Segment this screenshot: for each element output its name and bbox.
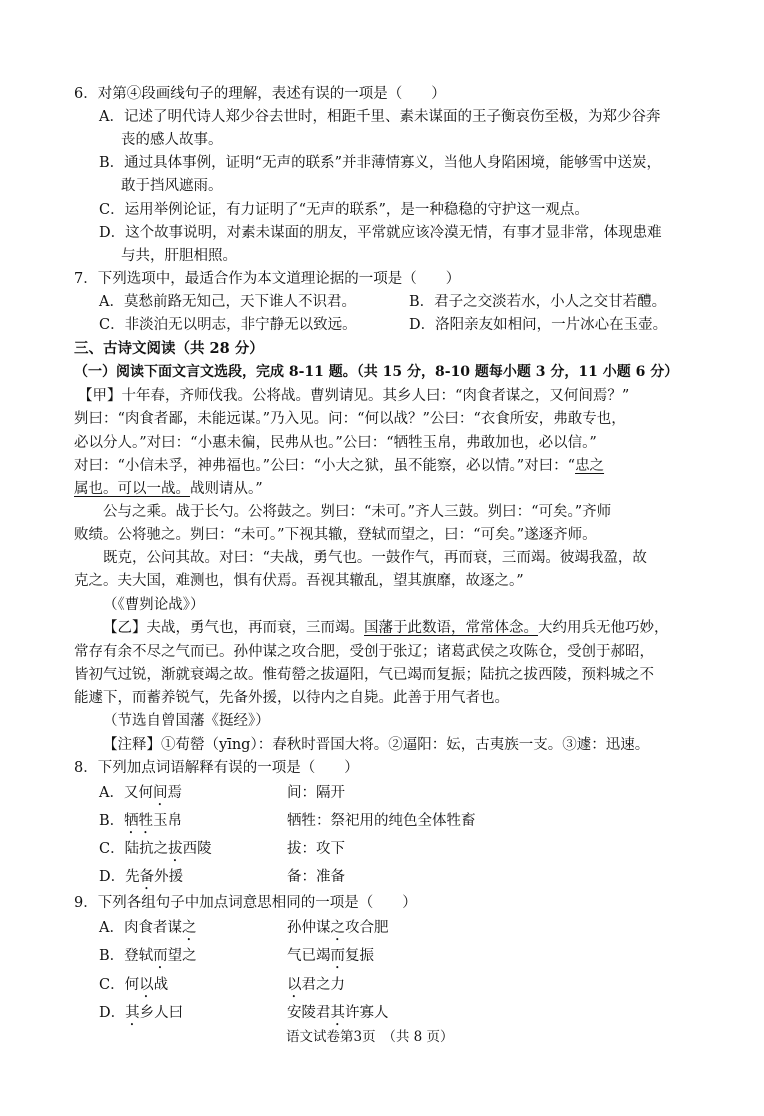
q9-text: 安陵君 (287, 1005, 331, 1021)
q8-option-d (99, 867, 183, 893)
q9-text: 战 (153, 977, 169, 993)
q6-option-d-cont: 与共，肝胆相照。 (121, 248, 237, 264)
q6-option-b: B．通过具体事例，证明“无声的联系”并非薄情寡义，当他人身陷困境，能够雪中送炭， (99, 155, 661, 171)
underlined-sentence: 忠之 (575, 458, 605, 474)
q7-option-b: B．君子之交淡若水，小人之交甘若醴。 (409, 294, 667, 310)
q6-option-a-cont: 丧的感人故事。 (121, 132, 223, 148)
q7-stem: 7．下列选项中，最适合作为本文道理论据的一项是（ ） (74, 271, 461, 287)
jia-line: 既克，公问其故。对曰：“夫战，勇气也。一鼓作气，再而衰，三而竭。彼竭我盈，故 (103, 550, 647, 566)
q6-option-a: A．记述了明代诗人郑少谷去世时，相距千里、素未谋面的王子衡哀伤至极，为郑少谷奔 (99, 109, 661, 125)
q8-b-text: B． (99, 813, 125, 829)
dotted-word: 拔 (168, 841, 183, 857)
q9-option-b-right (287, 946, 374, 972)
yi-text: 【乙】夫战，勇气也，再而衰，三而竭。 (103, 620, 364, 636)
dotted-word: 之 (181, 920, 197, 936)
dotted-word: 间 (152, 785, 168, 801)
yi-line: 皆初气过锐，渐就衰竭之故。惟荀罃之拔逼阳，气已竭而复振；陆抗之拔西陵，预料城之不 (74, 667, 654, 683)
q9-text: 君之力 (301, 977, 345, 993)
dotted-word: 以 (287, 977, 302, 993)
jia-text: 战则请从。” (190, 481, 263, 497)
dotted-word: 而 (153, 948, 168, 964)
q9-text: D． (99, 1005, 126, 1021)
q6-stem: 6．对第④段画线句子的理解，表述有误的一项是（ ） (74, 86, 446, 102)
dotted-word: 其 (330, 1005, 345, 1021)
q9-option-d-right (287, 1003, 389, 1029)
q9-option-c-right (287, 975, 345, 1001)
q8-option-b (99, 811, 182, 837)
jia-line: 【甲】十年春，齐师伐我。公将战。曹刿请见。其乡人曰：“肉食者谋之，又何间焉？” (78, 388, 630, 404)
q9-text: 复振 (345, 948, 374, 964)
q8-option-a-explanation: 间：隔开 (287, 785, 345, 801)
dotted-word: 以 (139, 977, 154, 993)
jia-line: 公与之乘。战于长勺。公将鼓之。刿曰：“未可。”齐人三鼓。刿曰：“可矣。”齐师 (103, 504, 612, 520)
q7-option-c: C．非淡泊无以明志，非宁静无以致远。 (99, 317, 357, 333)
yi-text: 大约用兵无他巧妙， (538, 620, 669, 636)
q7-option-a: A．莫愁前路无知己，天下谁人不识君。 (99, 294, 356, 310)
jia-line: 克之。夫大国，难测也，惧有伏焉。吾视其辙乱，望其旗靡，故逐之。” (74, 573, 524, 589)
jia-line: 败绩。公将驰之。刿曰：“未可。”下视其辙，登轼而望之，曰：“可矣。”遂逐齐师。 (74, 527, 597, 543)
dotted-word: 而 (330, 948, 345, 964)
q9-option-a-left (99, 918, 196, 944)
underlined-sentence: 属也。可以一战。 (74, 481, 190, 497)
q6-option-c: C．运用举例论证，有力证明了“无声的联系”，是一种稳稳的守护这一观点。 (99, 202, 589, 218)
q6-option-d: D．这个故事说明，对素未谋面的朋友，平常就应该冷漠无情，有事才显非常，体现患难 (99, 225, 662, 241)
q8-stem: 8．下列加点词语解释有误的一项是（ ） (74, 760, 359, 776)
dotted-word: 之 (330, 920, 345, 936)
q9-stem: 9．下列各组句子中加点词意思相同的一项是（ ） (74, 895, 417, 911)
jia-line (74, 479, 263, 499)
q9-text: 攻合肥 (345, 920, 389, 936)
q9-option-a-right (287, 918, 389, 944)
section-title: 三、古诗文阅读（共 28 分） (74, 340, 264, 357)
q8-a-text: 焉 (167, 785, 182, 801)
q8-option-a (99, 783, 182, 809)
q8-d-text: 外援 (154, 869, 184, 885)
q9-text: C．何 (99, 977, 140, 993)
q8-a-text: A．又何 (99, 785, 153, 801)
q7-option-d: D．洛阳亲友如相问，一片冰心在玉壶。 (409, 317, 668, 333)
yi-line (103, 618, 669, 638)
q8-option-c-explanation: 拔：攻下 (287, 841, 345, 857)
q8-c-text: C．陆抗之 (99, 841, 169, 857)
section-subtitle: （一）阅读下面文言文选段，完成 8-11 题。（共 15 分，8-10 题每小题 3 分，11 小题 6 分） (74, 364, 679, 380)
q9-text: B．登轼 (99, 948, 154, 964)
q9-text: 许寡人 (345, 1005, 389, 1021)
yi-line: 能遽下，而蓄养锐气，先备外援，以待内之自毙。此善于用气者也。 (74, 690, 509, 706)
q8-d-text: D．先 (99, 869, 140, 885)
q9-text: 乡人曰 (139, 1005, 184, 1021)
q8-b-text: 玉帛 (153, 813, 183, 829)
yi-note: 【注释】①荀罃（yīng）：春秋时晋国大将。②逼阳：妘，古夷族一支。③遽：迅速。 (103, 737, 650, 753)
q9-option-d-left (99, 1003, 183, 1029)
q8-c-text: 西陵 (182, 841, 212, 857)
q9-option-c-left (99, 975, 168, 1001)
q9-option-b-left (99, 946, 197, 972)
dotted-word: 牺牲 (124, 813, 154, 829)
q9-text: 孙仲谋 (287, 920, 331, 936)
yi-line: 常存有余不尽之气而已。孙仲谋之攻合肥，受创于张辽；诸葛武侯之攻陈仓，受创于郝昭， (74, 644, 654, 660)
underlined-sentence: 国藩于此数语，常常体念。 (364, 620, 538, 636)
q8-option-b-explanation: 牺牲：祭祀用的纯色全体牲畜 (287, 813, 476, 829)
jia-source: （《曹刿论战》） (103, 597, 205, 613)
q9-text: A．肉食者谋 (99, 920, 182, 936)
dotted-word: 其 (125, 1005, 140, 1021)
q6-option-b-cont: 敢于挡风遮雨。 (121, 178, 223, 194)
jia-text: 对曰：“小信未孚，神弗福也。”公曰：“小大之狱，虽不能察，必以情。”对曰：“ (74, 458, 576, 474)
jia-line: 刿曰：“肉食者鄙，未能远谋。”乃入见。问：“何以战？”公曰：“衣食所安，弗敢专也， (74, 411, 626, 427)
yi-source: （节选自曾国藩《挺经》） (103, 713, 270, 729)
dotted-word: 备 (139, 869, 155, 885)
q8-option-d-explanation: 备：准备 (287, 869, 345, 885)
q9-text: 望之 (167, 948, 197, 964)
q8-option-c (99, 839, 212, 865)
jia-line (74, 456, 604, 476)
q9-text: 气已竭 (287, 948, 331, 964)
page-footer: 语文试卷第3页 （共 8 页） (286, 1029, 454, 1045)
jia-line: 必以分人。”对曰：“小惠未徧，民弗从也。”公曰：“牺牲玉帛，弗敢加也，必以信。” (74, 435, 597, 451)
